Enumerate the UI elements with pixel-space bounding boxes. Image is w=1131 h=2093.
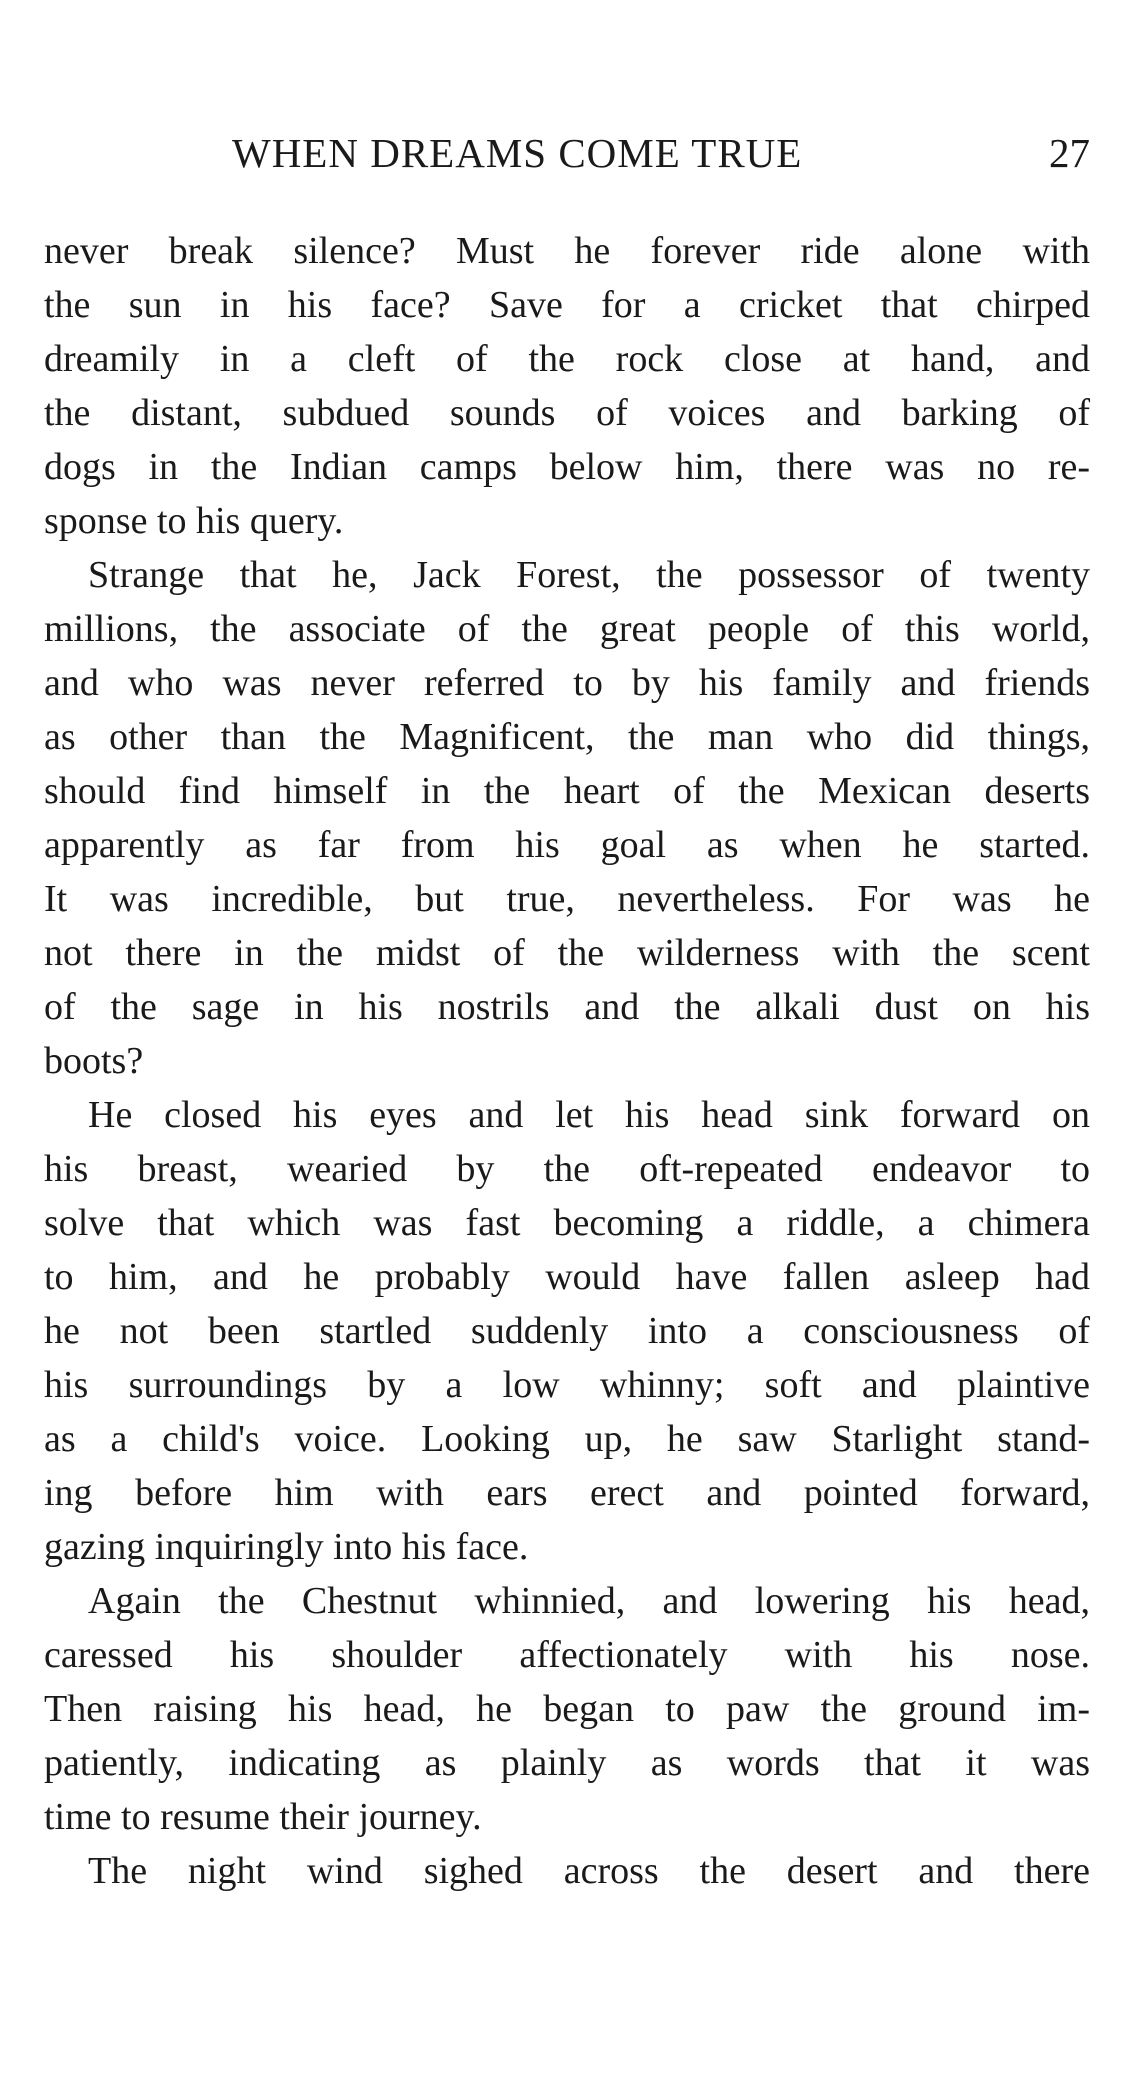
text-line: not there in the midst of the wilderness with the scent: [44, 932, 1090, 974]
text-line: as other than the Magnificent, the man who did things,: [44, 716, 1090, 758]
text-line: gazing inquiringly into his face.: [44, 1526, 529, 1568]
text-line: Strange that he, Jack Forest, the possessor of twenty: [88, 554, 1090, 596]
running-title: WHEN DREAMS COME TRUE: [232, 130, 803, 176]
page-number: 27: [1049, 130, 1090, 176]
text-line: he not been startled suddenly into a consciousness of: [44, 1310, 1090, 1352]
text-line: time to resume their journey.: [44, 1796, 482, 1838]
text-line: dreamily in a cleft of the rock close at hand, and: [44, 338, 1090, 380]
text-line: his surroundings by a low whinny; soft and plaintive: [44, 1364, 1090, 1406]
text-line: The night wind sighed across the desert and there: [88, 1850, 1090, 1892]
text-line: It was incredible, but true, nevertheless. For was he: [44, 878, 1090, 920]
text-line: dogs in the Indian camps below him, there was no re-: [44, 446, 1090, 488]
body-text: [44, 224, 1090, 1898]
text-line: and who was never referred to by his family and friends: [44, 662, 1090, 704]
text-line: should find himself in the heart of the Mexican deserts: [44, 770, 1090, 812]
paragraph: [44, 1844, 1090, 1898]
paragraph: [44, 224, 1090, 548]
running-head: [44, 128, 1090, 178]
text-line: millions, the associate of the great people of this world,: [44, 608, 1090, 650]
text-line: his breast, wearied by the oft-repeated endeavor to: [44, 1148, 1090, 1190]
text-line: never break silence? Must he forever ride alone with: [44, 230, 1090, 272]
text-line: ing before him with ears erect and pointed forward,: [44, 1472, 1090, 1514]
text-line: caressed his shoulder affectionately with his nose.: [44, 1634, 1090, 1676]
paragraph: [44, 1088, 1090, 1574]
text-line: the distant, subdued sounds of voices and barking of: [44, 392, 1090, 434]
paragraph: [44, 1574, 1090, 1844]
text-line: boots?: [44, 1040, 144, 1082]
paragraph: [44, 548, 1090, 1088]
text-line: apparently as far from his goal as when he started.: [44, 824, 1090, 866]
text-line: of the sage in his nostrils and the alkali dust on his: [44, 986, 1090, 1028]
text-line: to him, and he probably would have fallen asleep had: [44, 1256, 1090, 1298]
text-line: Then raising his head, he began to paw the ground im-: [44, 1688, 1090, 1730]
text-line: solve that which was fast becoming a riddle, a chimera: [44, 1202, 1090, 1244]
text-line: as a child's voice. Looking up, he saw Starlight stand-: [44, 1418, 1090, 1460]
text-line: the sun in his face? Save for a cricket that chirped: [44, 284, 1090, 326]
text-line: Again the Chestnut whinnied, and lowering his head,: [88, 1580, 1090, 1622]
text-line: patiently, indicating as plainly as words that it was: [44, 1742, 1090, 1784]
text-line: He closed his eyes and let his head sink forward on: [88, 1094, 1090, 1136]
text-line: sponse to his query.: [44, 500, 344, 542]
